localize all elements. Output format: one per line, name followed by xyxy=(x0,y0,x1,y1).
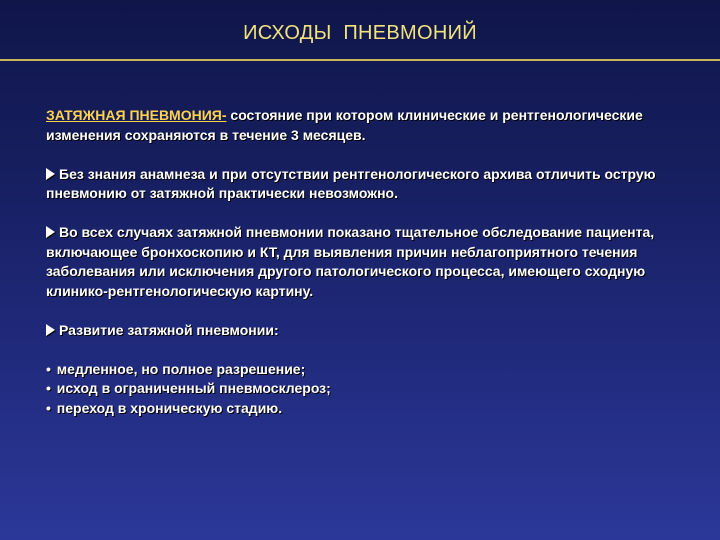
arrow-bullet-icon xyxy=(46,168,55,180)
outcome-item xyxy=(46,399,682,419)
outcome-item xyxy=(46,379,682,399)
point-1-text: Без знания анамнеза и при отсутствии рентгенологического архива отличить острую пневмонию от затяжной практически невозможно. xyxy=(46,165,656,201)
point-3-text: Развитие затяжной пневмонии: xyxy=(59,321,279,338)
outcome-1-text: медленное, но полное разрешение; xyxy=(56,360,306,377)
point-3 xyxy=(46,321,682,341)
title-divider xyxy=(0,59,720,61)
point-2-text: Во всех случаях затяжной пневмонии показано тщательное обследование пациента, включающее бронхоскопию и КТ, для выявления причин неблагоприятного течения заболевания или исключения другого патологического процесса, имеющего сходную клинико-рентгенологическую картину. xyxy=(46,224,655,299)
point-2 xyxy=(46,223,682,301)
outcome-3-text: переход в хроническую стадию. xyxy=(56,399,283,416)
bullet-icon: • xyxy=(46,399,51,416)
bullet-icon: • xyxy=(46,360,51,377)
point-1 xyxy=(46,165,682,204)
arrow-bullet-icon xyxy=(46,324,55,336)
outcome-item xyxy=(46,360,682,380)
definition-text: состояние при котором клинические и рентгенологические изменения сохраняются в течение 3 месяцев. xyxy=(46,107,643,143)
definition-term: ЗАТЯЖНАЯ ПНЕВМОНИЯ- xyxy=(46,107,227,123)
slide-title: ИСХОДЫ ПНЕВМОНИЙ xyxy=(243,22,477,44)
arrow-bullet-icon xyxy=(46,226,55,238)
bullet-icon: • xyxy=(46,380,51,396)
outcome-2-text: исход в ограниченный пневмосклероз; xyxy=(56,380,331,396)
definition-paragraph xyxy=(46,106,682,145)
slide-body xyxy=(46,106,682,418)
